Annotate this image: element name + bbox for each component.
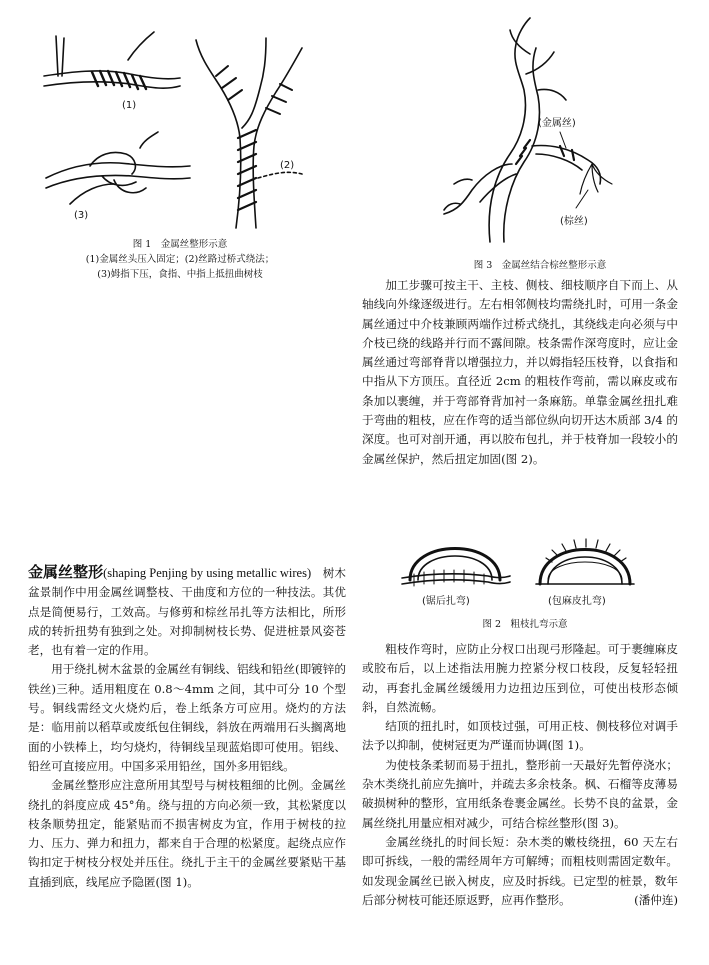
article-title: 金属丝整形 (28, 563, 104, 581)
figure-1-caption-line-2: (3)姆指下压，食指、中指上抵扭曲树枝 (97, 269, 263, 280)
left-paragraph-3: 金属丝整形应注意所用其型号与树枝粗细的比例。金属丝绕扎的斜度应成 45°角。绕与扭的方向必须一致，其松紧度以枝条顺势扭定，能紧贴而不损害树皮为宜，作用于树枝的拉力、压力、弹力和扭力，都来自于合理的松紧度。起绕点应作钩扣定于树枝分杈处并压住。绕扎于主干的金属丝要紧贴干基直插到底，线尾应予隐匿(图 1)。 (28, 778, 346, 889)
left-paragraph-1-text: 树木盆景制作中用金属丝调整枝、干曲度和方位的一种技法。其优点是简便易行，工效高。与修剪和棕丝吊扎等方法相比，所形成的转折扭势有独到之处。对抑制树枝长势、促进桩景风姿苍老，也有着一定的作用。 (28, 566, 346, 658)
right-paragraph-5-text: 金属丝绕扎的时间长短：杂木类的嫩枝绕扭，60 天左右即可拆线，一般的需经周年方可解缚；而粗枝则需固定数年。如发现金属丝已嵌入树皮，应及时拆线。已定型的桩景，数年后部分树枝可能还原返野，应再作整形。 (362, 834, 678, 907)
figure-1-label-2: (2) (280, 160, 295, 171)
figure-3-label-palm: (棕丝) (560, 216, 588, 227)
figure-1-drawing (40, 28, 320, 234)
right-paragraph-4: 为使枝条柔韧而易于扭扎，整形前一天最好先暂停浇水；杂木类绕扎前应先摘叶，并疏去多余枝条。枫、石榴等皮薄易破损树种的整形，宜用纸条卷裹金属丝。长势不良的盆景，金属丝绕扎用量应相对减少，可结合棕丝整形(图 3)。 (362, 757, 678, 830)
figure-3-caption: 图 3 金属丝结合棕丝整形示意 (473, 260, 607, 271)
figure-2-caption: 图 2 粗枝扎弯示意 (482, 619, 568, 630)
article-title-english: (shaping Penjing by using metallic wires) (103, 566, 312, 580)
right-column-lower (362, 640, 678, 910)
left-paragraph-2: 用于绕扎树木盆景的金属丝有铜线、铝线和铅丝(即镀锌的铁丝)三种。适用粗度在 0.8～4mm 之间，其中可分 10 个型号。铜线需经文火烧灼后，卷上纸条方可应用。烧灼的方法是：临用前以稻草或废纸包住铜线，斜放在两端用石头搁离地面的小铁棒上，均匀烧灼，待铜线呈现蓝焰即可使用。铝线、铅丝可直接应用。中国多采用铅丝，国外多用铝线。 (28, 662, 346, 773)
figure-2-label-left: (锯后扎弯) (422, 596, 470, 607)
figure-3-label-wire: (金属丝) (538, 118, 576, 129)
right-column-upper (362, 276, 678, 469)
figure-1-caption-line-1: (1)金属丝头压入固定；(2)丝路过桥式绕法； (85, 254, 275, 265)
left-paragraph-1 (28, 563, 346, 660)
figure-2-illustration (396, 518, 656, 606)
figure-1-illustration (40, 28, 320, 234)
right-paragraph-1: 加工步骤可按主干、主枝、侧枝、细枝顺序自下而上、从轴线向外缘逐级进行。左右相邻侧枝均需绕扎时，可用一条金属丝通过中介枝兼顾两端作过桥式绕扎，其绕线走向必须与中介枝已绕的线路并行而不露间隙。枝条需作深弯度时，应让金属丝通过弯部脊背以增强拉力，并以姆指轻压枝脊，以食指和中指从下方顶压。直径近 2cm 的粗枝作弯前，需以麻皮或布条加以裹缠，并于弯部脊背加衬一条麻筋。单靠金属丝扭扎难于弯曲的粗枝，应在作弯的适当部位纵向切开达木质部 3/4 的深度。也可对剖开通，再以胶布包扎，并于枝脊加一段较小的金属丝保护，然后扭定加固(图 2)。 (362, 278, 678, 466)
figure-1-label-1: (1) (122, 100, 137, 111)
figure-2-drawing (396, 518, 656, 606)
figure-1-caption-title: 图 1 金属丝整形示意 (132, 239, 228, 250)
right-paragraph-5 (362, 833, 678, 910)
right-paragraph-3: 结顶的扭扎时，如顶枝过强，可用正枝、侧枝移位对调手法予以抑制，使树冠更为严谨而协调(图 1)。 (362, 719, 678, 753)
figure-3-illustration (420, 14, 620, 246)
figure-3-drawing (420, 14, 620, 246)
figure-1-label-3: (3) (74, 210, 89, 221)
author-signature: (潘仲连) (634, 892, 678, 907)
figure-2-label-right: (包麻皮扎弯) (548, 596, 606, 607)
left-column (28, 563, 346, 892)
right-paragraph-2: 粗枝作弯时，应防止分杈口出现弓形隆起。可于裹缠麻皮或胶布后，以上述指法用腕力控紧分杈口枝段，反复轻轻扭动，再套扎金属丝缓缓用力边扭边压到位，可使出枝形态倾斜，自然流畅。 (362, 642, 678, 714)
